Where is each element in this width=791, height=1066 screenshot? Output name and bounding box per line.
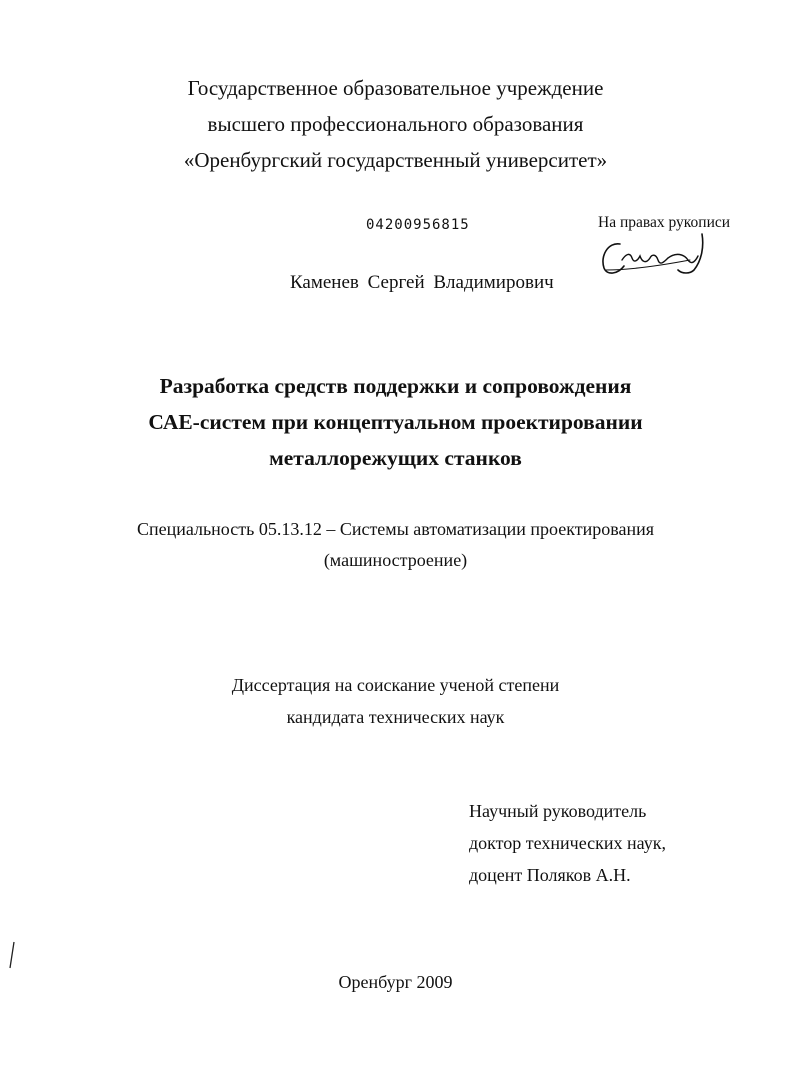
specialty-line-1: Специальность 05.13.12 – Системы автоматизации проектирования (136, 519, 655, 539)
dissertation-line-2: кандидата технических наук (286, 707, 505, 727)
institution-line-1: Государственное образовательное учреждение (187, 76, 604, 100)
institution-line-2: высшего профессионального образования (207, 112, 584, 136)
supervisor-name: доцент Поляков А.Н. (469, 865, 631, 885)
author-name: Каменев Сергей Владимирович (290, 272, 554, 293)
dissertation-line-1: Диссертация на соискание ученой степени (231, 675, 560, 695)
title-line-3: металлорежущих станков (269, 446, 522, 470)
institution-line-3: «Оренбургский государственный университет» (183, 148, 608, 172)
city-year: Оренбург 2009 (338, 972, 453, 992)
title-line-1: Разработка средств поддержки и сопровождения (159, 374, 632, 398)
supervisor-block (469, 795, 666, 891)
rights-note: На правах рукописи (598, 214, 731, 231)
supervisor-degree: доктор технических наук, (469, 833, 666, 853)
margin-mark-icon (8, 940, 16, 970)
signature-icon (598, 230, 718, 282)
specialty-line-2: (машиностроение) (323, 550, 468, 570)
supervisor-role: Научный руководитель (469, 801, 647, 821)
catalog-code: 04200956815 (366, 217, 470, 233)
title-line-2: САЕ-систем при концептуальном проектировании (148, 410, 643, 434)
